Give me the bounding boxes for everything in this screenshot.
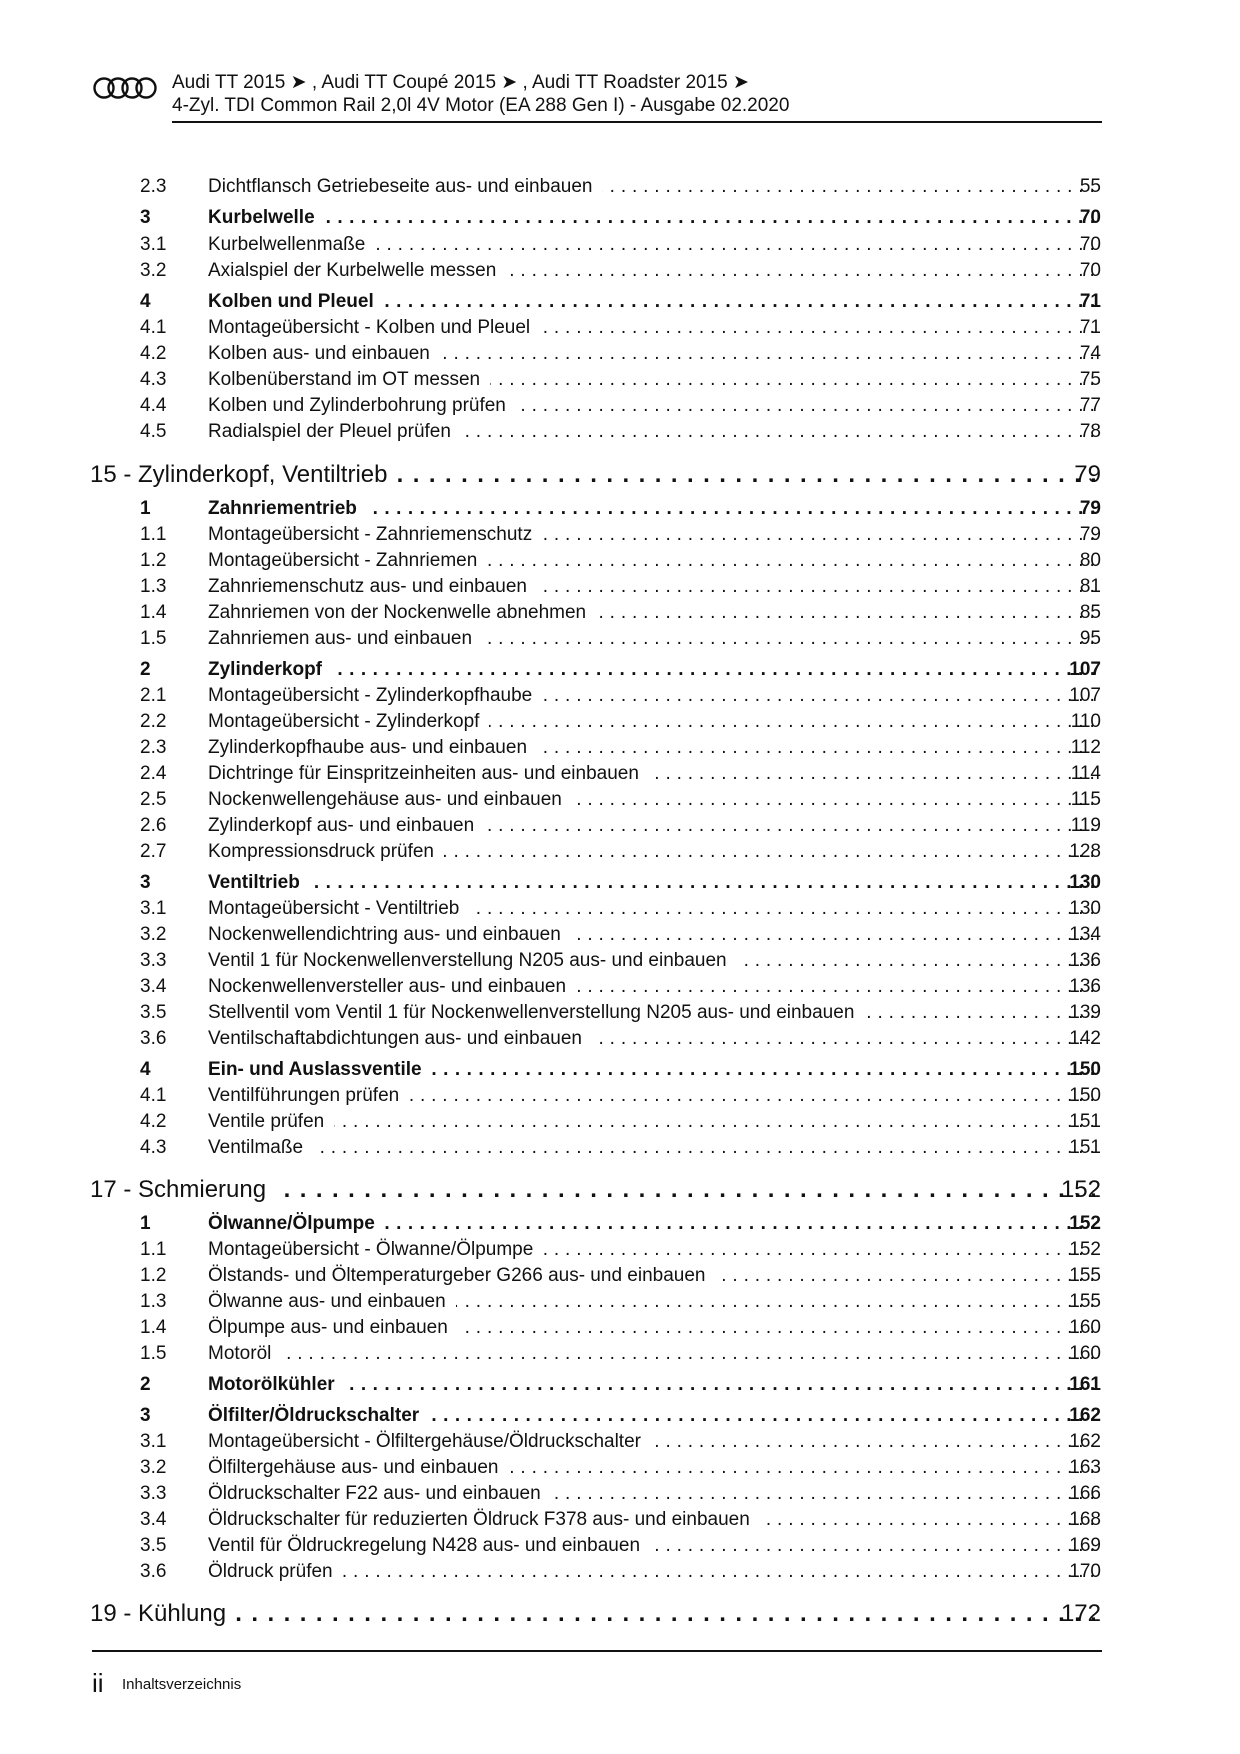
toc-entry-title: Montageübersicht - Ölfiltergehäuse/Öldruckschalter <box>208 1431 651 1452</box>
toc-entry-title: Zylinderkopf aus- und einbauen <box>208 815 484 836</box>
toc-entry-title: 17 - Schmierung <box>90 1176 276 1203</box>
toc-entry-number: 4 <box>140 291 151 312</box>
toc-entry-page: 161 <box>1063 1372 1101 1398</box>
toc-entry-number: 1.3 <box>140 1291 167 1312</box>
toc-entry-title: Ventil für Öldruckregelung N428 aus- und einbauen <box>208 1535 650 1556</box>
toc-entry-number: 2.6 <box>140 815 167 836</box>
toc-entry-title: Montageübersicht - Zylinderkopf <box>208 711 489 732</box>
toc-subsection-row[interactable] <box>0 735 1240 761</box>
toc-subsection-row[interactable] <box>0 922 1240 948</box>
toc-entry-number: 1.5 <box>140 1343 167 1364</box>
toc-section-row[interactable] <box>0 1057 1240 1083</box>
toc-entry-title: Stellventil vom Ventil 1 für Nockenwellenverstellung N205 aus- und einbauen <box>208 1002 864 1023</box>
toc-subsection-row[interactable] <box>0 367 1240 393</box>
toc-entry-number: 4.5 <box>140 421 167 442</box>
toc-entry-page: 70 <box>1074 258 1101 284</box>
toc-entry-number: 2 <box>140 1374 151 1395</box>
toc-chapter-row[interactable] <box>0 1597 1240 1631</box>
toc-subsection-row[interactable] <box>0 683 1240 709</box>
toc-entry-title: Zylinderkopfhaube aus- und einbauen <box>208 737 537 758</box>
toc-entry-title: Ventil 1 für Nockenwellenverstellung N205 aus- und einbauen <box>208 950 737 971</box>
toc-entry-page: 71 <box>1074 289 1101 315</box>
toc-entry-page: 130 <box>1063 870 1101 896</box>
toc-entry-title: Ventilmaße <box>208 1137 313 1158</box>
toc-entry-title: Ölstands- und Öltemperaturgeber G266 aus- und einbauen <box>208 1265 715 1286</box>
toc-entry-number: 4 <box>140 1059 151 1080</box>
toc-entry-page: 163 <box>1063 1455 1101 1481</box>
toc-subsection-row[interactable] <box>0 1341 1240 1367</box>
toc-subsection-row[interactable] <box>0 974 1240 1000</box>
toc-entry-page: 119 <box>1065 813 1101 839</box>
toc-entry-title: 19 - Kühlung <box>90 1600 236 1627</box>
toc-entry-page: 142 <box>1063 1026 1101 1052</box>
toc-entry-title: Montageübersicht - Zahnriemen <box>208 550 487 571</box>
toc-subsection-row[interactable] <box>0 1481 1240 1507</box>
toc-subsection-row[interactable] <box>0 1455 1240 1481</box>
toc-entry-number: 1 <box>140 498 151 519</box>
toc-entry-page: 152 <box>1063 1211 1101 1237</box>
toc-section-row[interactable] <box>0 1403 1240 1429</box>
toc-subsection-row[interactable] <box>0 1533 1240 1559</box>
toc-entry-number: 3.2 <box>140 924 167 945</box>
toc-entry-number: 4.4 <box>140 395 167 416</box>
toc-entry-page: 160 <box>1063 1315 1101 1341</box>
toc-entry-page: 75 <box>1074 367 1101 393</box>
toc-section-row[interactable] <box>0 1211 1240 1237</box>
toc-subsection-row[interactable] <box>0 174 1240 200</box>
toc-entry-page: 79 <box>1074 522 1101 548</box>
toc-entry-title: Ölwanne/Ölpumpe <box>208 1213 385 1234</box>
toc-subsection-row[interactable] <box>0 393 1240 419</box>
toc-subsection-row[interactable] <box>0 1315 1240 1341</box>
toc-entry-page: 128 <box>1063 839 1101 865</box>
toc-entry-title: 15 - Zylinderkopf, Ventiltrieb <box>90 461 397 488</box>
toc-entry-title: Montageübersicht - Ölwanne/Ölpumpe <box>208 1239 543 1260</box>
page-header <box>92 70 1102 124</box>
toc-subsection-row[interactable] <box>0 948 1240 974</box>
toc-entry-title: Montageübersicht - Ventiltrieb <box>208 898 469 919</box>
toc-section-row[interactable] <box>0 205 1240 231</box>
toc-entry-title: Nockenwellenversteller aus- und einbauen <box>208 976 576 997</box>
toc-subsection-row[interactable] <box>0 1026 1240 1052</box>
toc-subsection-row[interactable] <box>0 1507 1240 1533</box>
toc-entry-number: 3.1 <box>140 898 167 919</box>
toc-entry-page: 80 <box>1074 548 1101 574</box>
footer-section-label: Inhaltsverzeichnis <box>122 1676 242 1693</box>
toc-entry-title: Öldruckschalter für reduzierten Öldruck F378 aus- und einbauen <box>208 1509 760 1530</box>
toc-entry-number: 3.5 <box>140 1535 167 1556</box>
toc-entry-title: Nockenwellendichtring aus- und einbauen <box>208 924 571 945</box>
toc-entry-page: 130 <box>1063 896 1101 922</box>
audi-rings-logo-icon <box>92 76 160 100</box>
header-engine-line: 4-Zyl. TDI Common Rail 2,0l 4V Motor (EA 288 Gen I) - Ausgabe 02.2020 <box>172 95 790 116</box>
toc-entry-number: 4.1 <box>140 317 167 338</box>
toc-entry-title: Montageübersicht - Kolben und Pleuel <box>208 317 540 338</box>
toc-entry-title: Montageübersicht - Zahnriemenschutz <box>208 524 542 545</box>
toc-entry-page: 77 <box>1074 393 1101 419</box>
toc-entry-page: 162 <box>1063 1429 1101 1455</box>
footer-divider <box>92 1650 1102 1652</box>
toc-entry-title: Öldruck prüfen <box>208 1561 343 1582</box>
toc-entry-number: 2.4 <box>140 763 167 784</box>
toc-entry-title: Ventilführungen prüfen <box>208 1085 409 1106</box>
toc-entry-number: 3 <box>140 207 151 228</box>
toc-entry-number: 3.3 <box>140 950 167 971</box>
toc-entry-number: 3.1 <box>140 234 167 255</box>
toc-chapter-row[interactable] <box>0 458 1240 492</box>
toc-entry-number: 2.3 <box>140 176 167 197</box>
toc-entry-page: 95 <box>1074 626 1101 652</box>
toc-entry-page: 150 <box>1063 1057 1101 1083</box>
toc-entry-title: Dichtringe für Einspritzeinheiten aus- und einbauen <box>208 763 649 784</box>
toc-entry-number: 1.2 <box>140 550 167 571</box>
toc-entry-number: 4.3 <box>140 1137 167 1158</box>
toc-subsection-row[interactable] <box>0 787 1240 813</box>
toc-entry-title: Kurbelwelle <box>208 207 325 228</box>
toc-entry-title: Radialspiel der Pleuel prüfen <box>208 421 461 442</box>
toc-entry-number: 3 <box>140 1405 151 1426</box>
toc-entry-page: 139 <box>1063 1000 1101 1026</box>
toc-entry-title: Zylinderkopf <box>208 659 332 680</box>
toc-entry-title: Ventile prüfen <box>208 1111 334 1132</box>
header-divider <box>172 121 1102 123</box>
toc-entry-title: Dichtflansch Getriebeseite aus- und einbauen <box>208 176 602 197</box>
toc-entry-title: Kompressionsdruck prüfen <box>208 841 444 862</box>
toc-subsection-row[interactable] <box>0 626 1240 652</box>
toc-entry-number: 1.4 <box>140 1317 167 1338</box>
toc-subsection-row[interactable] <box>0 1263 1240 1289</box>
toc-entry-page: 134 <box>1063 922 1101 948</box>
toc-entry-page: 85 <box>1074 600 1101 626</box>
toc-entry-number: 4.1 <box>140 1085 167 1106</box>
toc-entry-title: Zahnriemen von der Nockenwelle abnehmen <box>208 602 596 623</box>
toc-entry-number: 3.1 <box>140 1431 167 1452</box>
toc-chapter-row[interactable] <box>0 1173 1240 1207</box>
toc-entry-title: Öldruckschalter F22 aus- und einbauen <box>208 1483 551 1504</box>
toc-entry-page: 170 <box>1063 1559 1101 1585</box>
toc-subsection-row[interactable] <box>0 522 1240 548</box>
toc-subsection-row[interactable] <box>0 600 1240 626</box>
toc-entry-number: 3.4 <box>140 976 167 997</box>
toc-entry-page: 71 <box>1074 315 1101 341</box>
toc-subsection-row[interactable] <box>0 341 1240 367</box>
toc-entry-title: Motoröl <box>208 1343 281 1364</box>
toc-subsection-row[interactable] <box>0 813 1240 839</box>
toc-subsection-row[interactable] <box>0 896 1240 922</box>
toc-subsection-row[interactable] <box>0 548 1240 574</box>
toc-entry-page: 78 <box>1074 419 1101 445</box>
toc-entry-page: 112 <box>1065 735 1101 761</box>
toc-subsection-row[interactable] <box>0 1559 1240 1585</box>
toc-entry-number: 3.4 <box>140 1509 167 1530</box>
toc-entry-page: 168 <box>1063 1507 1101 1533</box>
toc-entry-title: Axialspiel der Kurbelwelle messen <box>208 260 506 281</box>
toc-entry-page: 152 <box>1063 1237 1101 1263</box>
toc-entry-page: 160 <box>1063 1341 1101 1367</box>
toc-entry-title: Ölpumpe aus- und einbauen <box>208 1317 458 1338</box>
toc-subsection-row[interactable] <box>0 258 1240 284</box>
toc-entry-page: 150 <box>1063 1083 1101 1109</box>
toc-entry-number: 3 <box>140 872 151 893</box>
toc-subsection-row[interactable] <box>0 1000 1240 1026</box>
toc-subsection-row[interactable] <box>0 315 1240 341</box>
toc-subsection-row[interactable] <box>0 1109 1240 1135</box>
toc-entry-number: 1.4 <box>140 602 167 623</box>
toc-entry-title: Montageübersicht - Zylinderkopfhaube <box>208 685 542 706</box>
toc-entry-number: 1.3 <box>140 576 167 597</box>
toc-subsection-row[interactable] <box>0 1083 1240 1109</box>
toc-entry-number: 2.2 <box>140 711 167 732</box>
toc-entry-number: 1 <box>140 1213 151 1234</box>
toc-entry-title: Ölfilter/Öldruckschalter <box>208 1405 429 1426</box>
toc-entry-page: 70 <box>1074 205 1101 231</box>
toc-entry-title: Zahnriemen aus- und einbauen <box>208 628 482 649</box>
toc-entry-page: 70 <box>1074 232 1101 258</box>
toc-entry-number: 4.2 <box>140 343 167 364</box>
toc-entry-title: Motorölkühler <box>208 1374 345 1395</box>
toc-entry-number: 3.2 <box>140 1457 167 1478</box>
toc-section-row[interactable] <box>0 870 1240 896</box>
footer-page-number: ii <box>92 1668 104 1698</box>
toc-entry-title: Ölfiltergehäuse aus- und einbauen <box>208 1457 508 1478</box>
toc-subsection-row[interactable] <box>0 761 1240 787</box>
toc-entry-page: 115 <box>1065 787 1101 813</box>
toc-entry-page: 110 <box>1065 709 1101 735</box>
toc-entry-page: 155 <box>1063 1289 1101 1315</box>
toc-entry-page: 74 <box>1074 341 1101 367</box>
toc-entry-page: 151 <box>1063 1109 1101 1135</box>
toc-entry-page: 79 <box>1074 496 1101 522</box>
toc-entry-page: 151 <box>1063 1135 1101 1161</box>
toc-subsection-row[interactable] <box>0 1289 1240 1315</box>
toc-entry-page: 172 <box>1055 1597 1101 1631</box>
toc-entry-page: 169 <box>1063 1533 1101 1559</box>
toc-subsection-row[interactable] <box>0 232 1240 258</box>
toc-entry-title: Kolben und Pleuel <box>208 291 384 312</box>
toc-entry-number: 3.6 <box>140 1028 167 1049</box>
toc-entry-number: 2 <box>140 659 151 680</box>
toc-entry-number: 2.1 <box>140 685 167 706</box>
toc-entry-number: 1.1 <box>140 1239 167 1260</box>
toc-entry-title: Zahnriemenschutz aus- und einbauen <box>208 576 537 597</box>
toc-entry-number: 4.3 <box>140 369 167 390</box>
toc-entry-number: 2.5 <box>140 789 167 810</box>
toc-entry-number: 4.2 <box>140 1111 167 1132</box>
toc-section-row[interactable] <box>0 496 1240 522</box>
toc-entry-page: 55 <box>1074 174 1101 200</box>
toc-entry-title: Ventilschaftabdichtungen aus- und einbauen <box>208 1028 592 1049</box>
toc-entry-page: 107 <box>1063 683 1101 709</box>
toc-entry-title: Kolben aus- und einbauen <box>208 343 440 364</box>
toc-subsection-row[interactable] <box>0 839 1240 865</box>
toc-entry-title: Ein- und Auslassventile <box>208 1059 432 1080</box>
toc-section-row[interactable] <box>0 657 1240 683</box>
toc-entry-page: 81 <box>1074 574 1101 600</box>
toc-entry-title: Kurbelwellenmaße <box>208 234 375 255</box>
toc-entry-number: 3.3 <box>140 1483 167 1504</box>
toc-subsection-row[interactable] <box>0 1237 1240 1263</box>
toc-entry-number: 2.7 <box>140 841 167 862</box>
toc-entry-page: 155 <box>1063 1263 1101 1289</box>
toc-entry-title: Kolbenüberstand im OT messen <box>208 369 490 390</box>
toc-entry-number: 3.6 <box>140 1561 167 1582</box>
toc-entry-title: Nockenwellengehäuse aus- und einbauen <box>208 789 572 810</box>
toc-entry-page: 162 <box>1063 1403 1101 1429</box>
toc-section-row[interactable] <box>0 289 1240 315</box>
toc-entry-number: 2.3 <box>140 737 167 758</box>
toc-subsection-row[interactable] <box>0 574 1240 600</box>
toc-entry-title: Zahnriementrieb <box>208 498 367 519</box>
toc-subsection-row[interactable] <box>0 709 1240 735</box>
toc-entry-page: 166 <box>1063 1481 1101 1507</box>
toc-section-row[interactable] <box>0 1372 1240 1398</box>
toc-entry-number: 1.5 <box>140 628 167 649</box>
toc-subsection-row[interactable] <box>0 419 1240 445</box>
toc-entry-page: 79 <box>1068 458 1101 492</box>
toc-entry-title: Ventiltrieb <box>208 872 310 893</box>
toc-entry-page: 114 <box>1065 761 1101 787</box>
toc-subsection-row[interactable] <box>0 1429 1240 1455</box>
header-vehicle-line: Audi TT 2015 ➤ , Audi TT Coupé 2015 ➤ , Audi TT Roadster 2015 ➤ <box>172 72 749 93</box>
toc-entry-page: 152 <box>1055 1173 1101 1207</box>
toc-entry-page: 136 <box>1063 948 1101 974</box>
toc-entry-page: 107 <box>1063 657 1101 683</box>
toc-entry-title: Ölwanne aus- und einbauen <box>208 1291 456 1312</box>
toc-entry-number: 1.2 <box>140 1265 167 1286</box>
toc-entry-page: 136 <box>1063 974 1101 1000</box>
toc-entry-number: 3.5 <box>140 1002 167 1023</box>
toc-entry-title: Kolben und Zylinderbohrung prüfen <box>208 395 516 416</box>
toc-entry-number: 3.2 <box>140 260 167 281</box>
toc-subsection-row[interactable] <box>0 1135 1240 1161</box>
toc-entry-number: 1.1 <box>140 524 167 545</box>
